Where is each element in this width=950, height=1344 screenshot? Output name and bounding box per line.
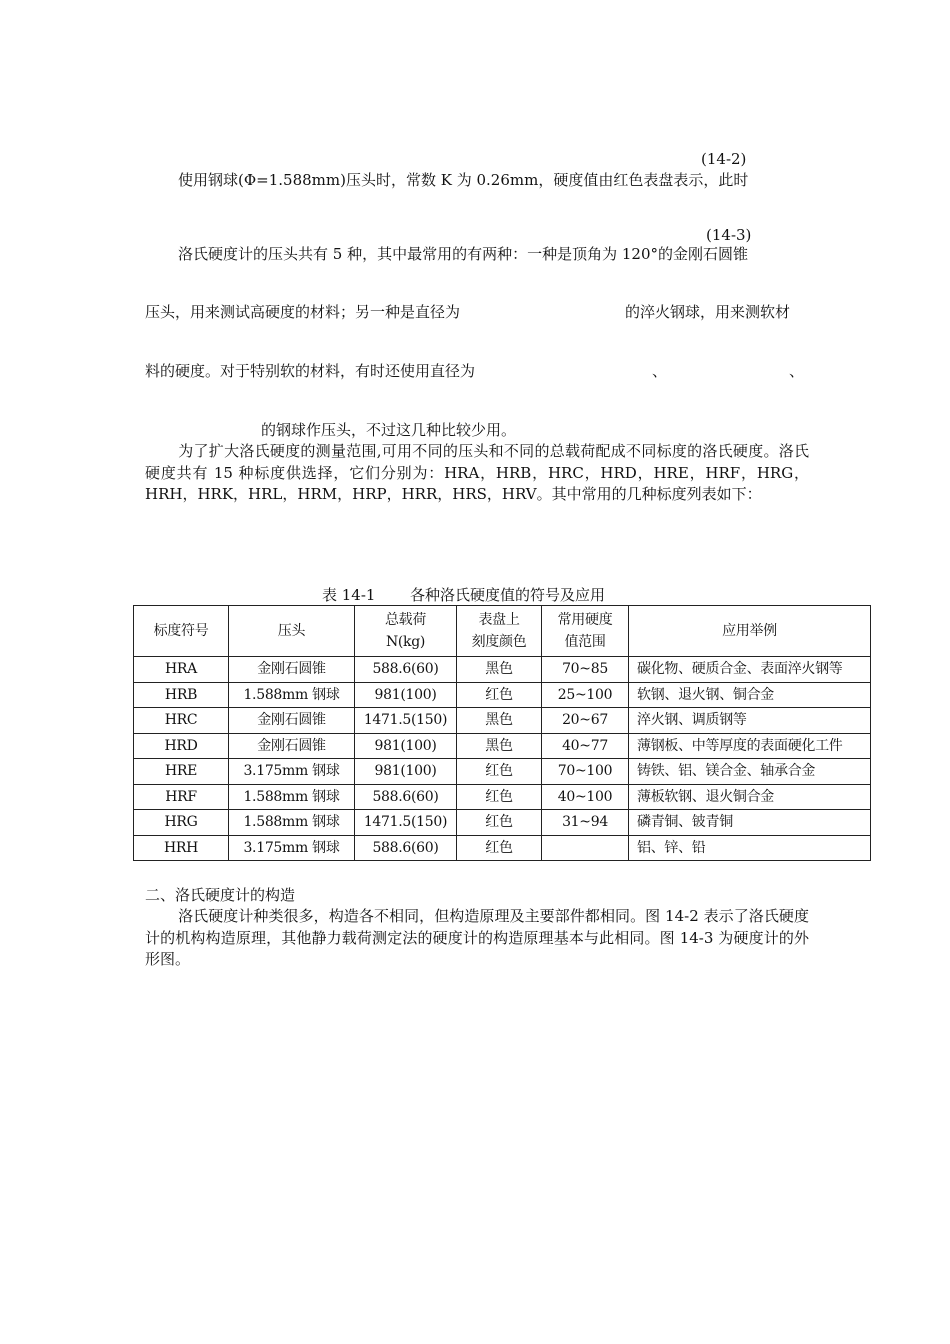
equation-label-14-2: (14-2)	[701, 150, 747, 168]
cell-range: 20~67	[542, 708, 629, 734]
paragraph-indenter-line4: 的钢球作压头，不过这几种比较少用。	[261, 421, 517, 439]
header-symbol: 标度符号	[134, 606, 229, 657]
cell-symbol: HRG	[134, 810, 229, 836]
table-header-row	[134, 606, 871, 657]
paragraph-structure-text: 洛氏硬度计种类很多，构造各不相同，但构造原理及主要部件都相同。图 14-2 表示了洛氏硬度计的机构构造原理，其他静力载荷测定法的硬度计的构造原理基本与此相同。图 14-3 为硬度计的外形图。	[145, 907, 809, 968]
cell-dial-color: 黑色	[457, 708, 542, 734]
paragraph-indenter-line3a: 料的硬度。对于特别软的材料，有时还使用直径为	[145, 362, 476, 380]
cell-indenter: 金刚石圆锥	[229, 708, 355, 734]
cell-dial-color: 红色	[457, 784, 542, 810]
cell-indenter: 3.175mm 钢球	[229, 759, 355, 785]
cell-application: 软钢、退火钢、铜合金	[629, 682, 871, 708]
cell-application: 磷青铜、铍青铜	[629, 810, 871, 836]
cell-application: 铸铁、铝、镁合金、轴承合金	[629, 759, 871, 785]
table-row	[134, 810, 871, 836]
header-application: 应用举例	[629, 606, 871, 657]
cell-symbol: HRH	[134, 835, 229, 861]
cell-dial-color: 黑色	[457, 733, 542, 759]
cell-symbol: HRA	[134, 657, 229, 683]
cell-range: 31~94	[542, 810, 629, 836]
paragraph-indenter-line2a: 压头，用来测试高硬度的材料；另一种是直径为	[145, 303, 461, 321]
header-load	[355, 606, 457, 657]
cell-symbol: HRF	[134, 784, 229, 810]
paragraph-scales-text: 为了扩大洛氏硬度的测量范围,可用不同的压头和不同的总载荷配成不同标度的洛氏硬度。洛氏硬度共有 15 种标度供选择，它们分别为：HRA，HRB，HRC，HRD，HRE，HRF，HRG，HRH，HRK，HRL，HRM，HRP，HRR，HRS，HRV。其中常用的几种标度列表如下：	[145, 442, 809, 503]
header-load-line1: 总载荷	[384, 612, 427, 628]
table-row	[134, 784, 871, 810]
cell-dial-color: 红色	[457, 810, 542, 836]
cell-indenter: 1.588mm 钢球	[229, 810, 355, 836]
cell-load: 588.6(60)	[355, 657, 457, 683]
table-row	[134, 733, 871, 759]
cell-load: 1471.5(150)	[355, 708, 457, 734]
cell-application: 铝、锌、铅	[629, 835, 871, 861]
paragraph-structure	[145, 906, 809, 971]
cell-load: 981(100)	[355, 682, 457, 708]
cell-application: 薄板软钢、退火铜合金	[629, 784, 871, 810]
header-range-line2: 值范围	[564, 634, 606, 650]
cell-application: 碳化物、硬质合金、表面淬火钢等	[629, 657, 871, 683]
cell-range: 40~77	[542, 733, 629, 759]
cell-load: 981(100)	[355, 733, 457, 759]
paragraph-indenter-line2b: 的淬火钢球，用来测软材	[625, 303, 791, 321]
cell-range: 25~100	[542, 682, 629, 708]
cell-range	[542, 835, 629, 861]
table-row	[134, 657, 871, 683]
cell-dial-color: 黑色	[457, 657, 542, 683]
cell-indenter: 3.175mm 钢球	[229, 835, 355, 861]
cell-indenter: 1.588mm 钢球	[229, 682, 355, 708]
cell-indenter: 1.588mm 钢球	[229, 784, 355, 810]
cell-dial-color: 红色	[457, 835, 542, 861]
comma-separator: 、	[789, 362, 805, 380]
cell-dial-color: 红色	[457, 682, 542, 708]
equation-label-14-3: (14-3)	[706, 226, 752, 244]
cell-symbol: HRD	[134, 733, 229, 759]
header-dial-color-line2: 刻度颜色	[471, 634, 527, 650]
table-row	[134, 708, 871, 734]
paragraph-scales	[145, 441, 809, 506]
table-caption-title: 各种洛氏硬度值的符号及应用	[410, 586, 606, 604]
header-load-line2: N(kg)	[385, 634, 426, 650]
cell-dial-color: 红色	[457, 759, 542, 785]
cell-range: 70~100	[542, 759, 629, 785]
cell-load: 981(100)	[355, 759, 457, 785]
cell-application: 淬火钢、调质钢等	[629, 708, 871, 734]
cell-indenter: 金刚石圆锥	[229, 733, 355, 759]
cell-range: 40~100	[542, 784, 629, 810]
cell-range: 70~85	[542, 657, 629, 683]
section-title: 二、洛氏硬度计的构造	[145, 886, 296, 904]
cell-symbol: HRE	[134, 759, 229, 785]
header-indenter: 压头	[229, 606, 355, 657]
comma-separator: 、	[652, 362, 668, 380]
header-range-line1: 常用硬度	[557, 612, 613, 628]
header-dial-color	[457, 606, 542, 657]
table-row	[134, 835, 871, 861]
cell-application: 薄钢板、中等厚度的表面硬化工件	[629, 733, 871, 759]
paragraph-k-constant: 使用钢球(Φ=1.588mm)压头时，常数 K 为 0.26mm，硬度值由红色表盘表示，此时	[178, 171, 749, 189]
paragraph-indenter-line1: 洛氏硬度计的压头共有 5 种，其中最常用的有两种：一种是顶角为 120°的金刚石圆锥	[178, 245, 748, 263]
cell-indenter: 金刚石圆锥	[229, 657, 355, 683]
table-row	[134, 682, 871, 708]
cell-symbol: HRB	[134, 682, 229, 708]
table-row	[134, 759, 871, 785]
cell-load: 588.6(60)	[355, 835, 457, 861]
cell-symbol: HRC	[134, 708, 229, 734]
rockwell-scales-table	[133, 605, 871, 861]
cell-load: 1471.5(150)	[355, 810, 457, 836]
cell-load: 588.6(60)	[355, 784, 457, 810]
table-caption-number: 表 14-1	[322, 586, 376, 604]
header-dial-color-line1: 表盘上	[478, 612, 520, 628]
header-range	[542, 606, 629, 657]
